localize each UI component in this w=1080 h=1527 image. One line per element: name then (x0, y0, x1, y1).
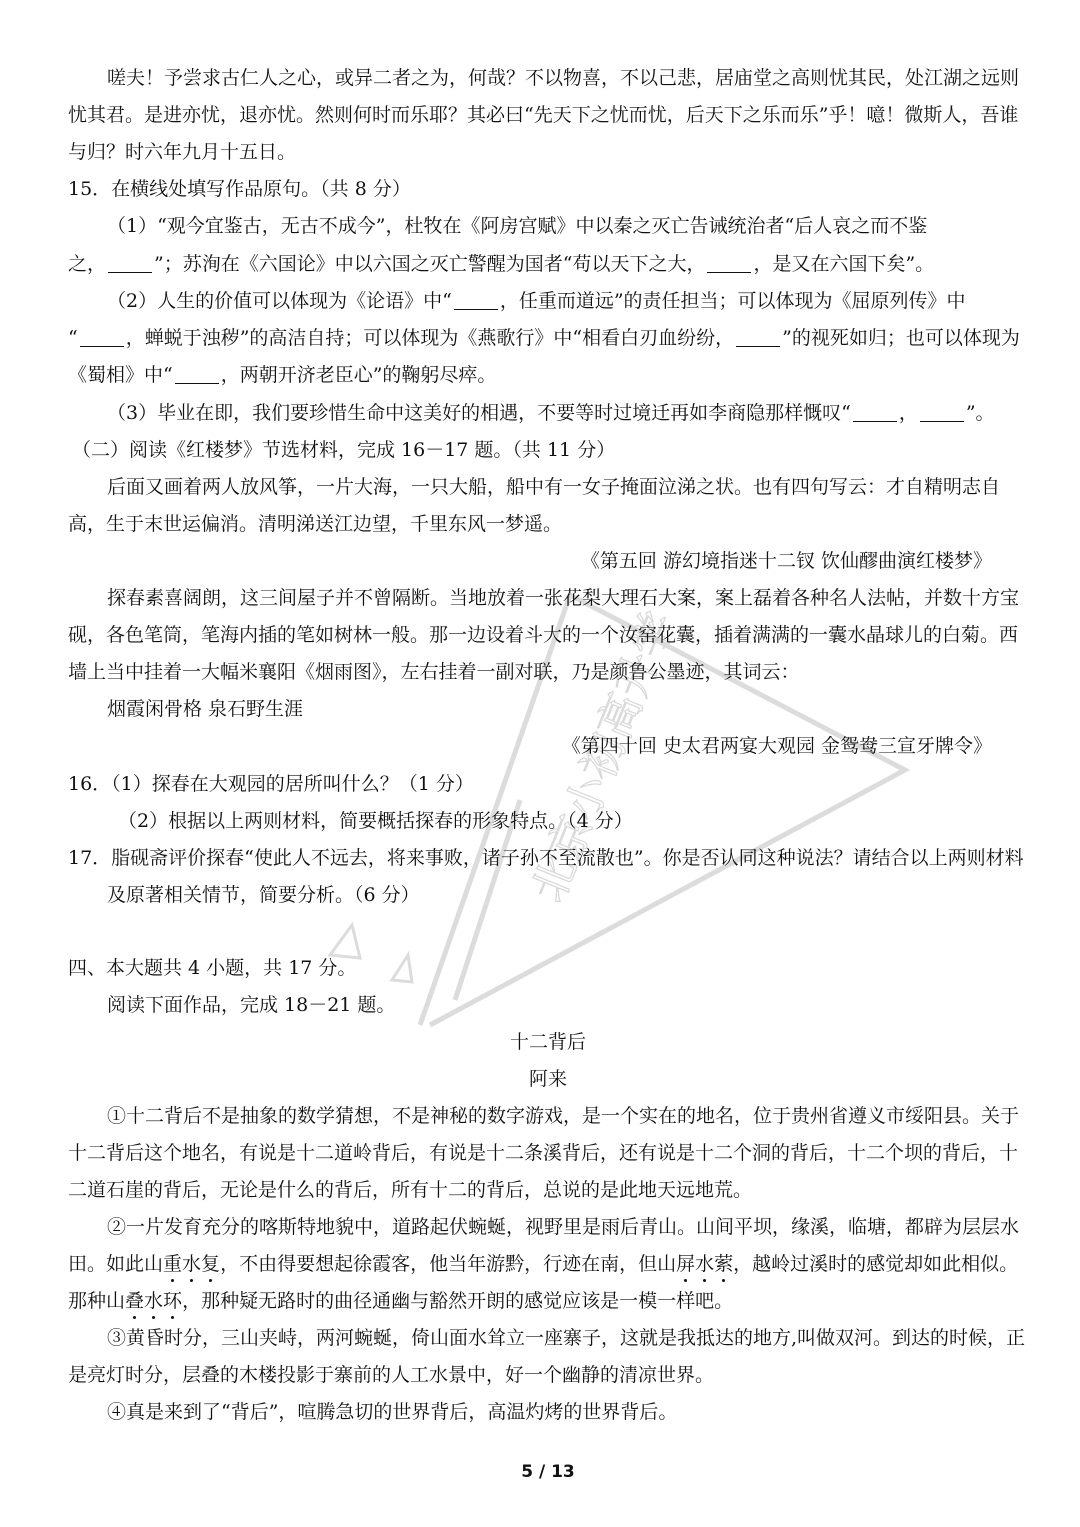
text-span: “ (68, 327, 78, 349)
text-line: 阅读下面作品，完成 18－21 题。 (107, 994, 396, 1016)
text-line (68, 1251, 1018, 1277)
emphasis-char: 叠 (125, 1290, 145, 1312)
text-span: 之， (68, 253, 107, 275)
question-16: 16．（1）探春在大观园的居所叫什么？（1 分） (68, 773, 474, 795)
emphasis-char: 环 (163, 1290, 183, 1312)
text-line: ③黄昏时分，三山夹峙，两河蜿蜒，倚山面水耸立一座寨子，这就是我抵达的地方,叫做双河。到达的时候，正 (107, 1327, 1026, 1349)
answer-blank[interactable] (736, 328, 780, 347)
text-line (68, 1288, 733, 1314)
text-line: 二道石崖的背后，无论是什么的背后，所有十二的背后，总说的是此地天远地荒。 (68, 1179, 753, 1201)
emphasis-char: 萦 (714, 1253, 734, 1275)
page-number: 5 / 13 (521, 1462, 575, 1482)
text-span: （2）人生的价值可以体现为《论语》中“ (107, 290, 452, 312)
emphasis-char: 屏 (676, 1253, 696, 1275)
answer-blank[interactable] (108, 254, 152, 273)
emphasis-char: 水 (144, 1290, 164, 1312)
article-title: 十二背后 (509, 1031, 586, 1053)
text-line: 高，生于末世运偏消。清明涕送江边望，千里东风一梦遥。 (68, 513, 563, 535)
text-span: ，不由得要想起徐霞客，他当年游黔，行迹在南，但山 (220, 1253, 677, 1275)
text-line: ②一片发育充分的喀斯特地貌中，道路起伏蜿蜒，视野里是雨后青山。山间平坝，缘溪，临塘，都辟为层层水 (107, 1216, 1020, 1238)
text-line: （1）“观今宜鉴古，无古不成今”，杜牧在《阿房宫赋》中以秦之灭亡告诫统治者“后人哀之而不鉴 (107, 215, 928, 237)
text-line: 忧其君。是进亦忧，退亦忧。然则何时而乐耶？其必曰“先天下之忧而忧，后天下之乐而乐”乎！噫！微斯人，吾谁 (68, 104, 1019, 126)
text-line: 及原著相关情节，简要分析。（6 分） (107, 884, 420, 906)
text-span: ，蝉蜕于浊秽”的高洁自持；可以体现为《燕歌行》中“相看白刃血纷纷， (125, 327, 735, 349)
text-line: 与归？时六年九月十五日。 (68, 141, 297, 163)
emphasis-char: 复 (201, 1253, 221, 1275)
emphasis-char: 水 (182, 1253, 202, 1275)
text-span: ， (898, 402, 918, 424)
text-line: ①十二背后不是抽象的数学猜想，不是神秘的数字游戏，是一个实在的地名，位于贵州省遵义市绥阳县。关于 (107, 1105, 1020, 1127)
answer-blank[interactable] (920, 403, 964, 422)
text-span: ”的视死如归；也可以体现为 (782, 327, 1020, 349)
emphasized-phrase (163, 1253, 220, 1275)
text-span: 《蜀相》中“ (68, 364, 173, 386)
text-line: 是亮灯时分，层叠的木楼投影于寨前的人工水景中，好一个幽静的清凉世界。 (68, 1364, 715, 1386)
text-span: ，两朝开济老臣心”的鞠躬尽瘁。 (220, 364, 497, 386)
text-line: 烟霞闲骨格 泉石野生涯 (107, 698, 304, 720)
source-citation: 《第五回 游幻境指迷十二钗 饮仙醪曲演红楼梦》 (580, 550, 992, 572)
emphasized-phrase (676, 1253, 733, 1275)
source-citation: 《第四十回 史太君两宴大观园 金鸳鸯三宣牙牌令》 (561, 735, 992, 757)
text-span: 田。如此山 (68, 1253, 164, 1275)
question-17: 17．脂砚斋评价探春“使此人不远去，将来事败，诸子孙不至流散也”。你是否认同这种说法？请结合以上两则材料 (68, 847, 1024, 869)
answer-blank[interactable] (853, 403, 897, 422)
emphasis-char: 水 (695, 1253, 715, 1275)
article-author: 阿来 (528, 1068, 567, 1090)
text-line (68, 325, 1020, 351)
text-line (107, 400, 995, 426)
text-span: ，那种疑无路时的曲径通幽与豁然开朗的感觉应该是一模一样吧。 (182, 1290, 734, 1312)
text-line (68, 362, 496, 388)
text-line: 墙上当中挂着一大幅米襄阳《烟雨图》，左右挂着一副对联，乃是颜鲁公墨迹，其词云： (68, 661, 800, 683)
answer-blank[interactable] (80, 328, 124, 347)
text-line: 探春素喜阔朗，这三间屋子并不曾隔断。当地放着一张花梨大理石大案，案上磊着各种名人法帖，并数十方宝 (107, 587, 1020, 609)
text-span: 那种山 (68, 1290, 126, 1312)
text-span: ，是又在六国下矣”。 (753, 253, 935, 275)
text-line (107, 288, 966, 314)
text-line: 后面又画着两人放风筝，一片大海，一只大船，船中有一女子掩面泣涕之状。也有四句写云：才自精明志自 (107, 476, 1001, 498)
text-line (68, 251, 934, 277)
answer-blank[interactable] (707, 254, 751, 273)
text-span: ，越岭过溪时的感觉却如此相似。 (733, 1253, 1019, 1275)
text-span: ”。 (965, 402, 995, 424)
text-line: 十二背后这个地名，有说是十二道岭背后，有说是十二条溪背后，还有说是十二个洞的背后，十二个坝的背后，十 (68, 1142, 1019, 1164)
text-line: 砚，各色笔筒，笔海内插的笔如树林一般。那一边设着斗大的一个汝窑花囊，插着满满的一囊水晶球儿的白菊。西 (68, 624, 1019, 646)
answer-blank[interactable] (175, 365, 219, 384)
question-15-title: 15．在横线处填写作品原句。（共 8 分） (68, 178, 411, 200)
watermark-text: 北京小初高升学 (522, 604, 686, 910)
text-span: ，任重而道远”的责任担当；可以体现为《屈原列传》中 (499, 290, 966, 312)
section-2-title: （二）阅读《红楼梦》节选材料，完成 16－17 题。（共 11 分） (72, 439, 616, 461)
text-line: 嗟夫！予尝求古仁人之心，或异二者之为，何哉？不以物喜，不以己悲，居庙堂之高则忧其民，处江湖之远则 (107, 67, 1020, 89)
question-16-2: （2）根据以上两则材料，简要概括探春的形象特点。（4 分） (118, 810, 633, 832)
answer-blank[interactable] (454, 291, 498, 310)
text-span: （3）毕业在即，我们要珍惜生命中这美好的相遇，不要等时过境迁再如李商隐那样慨叹“ (107, 402, 851, 424)
text-span: ”；苏洵在《六国论》中以六国之灭亡警醒为国者“苟以天下之大， (154, 253, 706, 275)
emphasis-char: 重 (163, 1253, 183, 1275)
emphasized-phrase (125, 1290, 182, 1312)
text-line: ④真是来到了“背后”，喧腾急切的世界背后，高温灼烤的世界背后。 (107, 1401, 678, 1423)
section-4-title: 四、本大题共 4 小题，共 17 分。 (68, 957, 357, 979)
